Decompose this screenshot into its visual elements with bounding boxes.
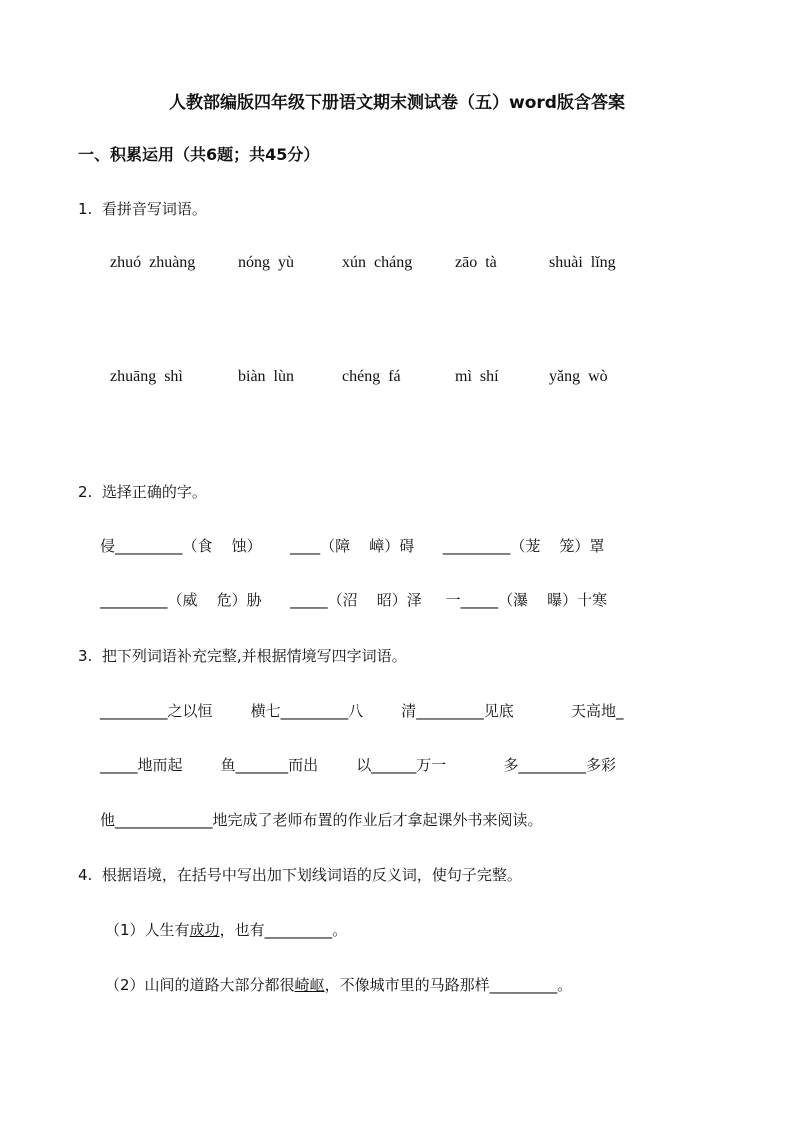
sentence-text: ，也有_________。 [219,921,348,939]
question-4-sentence-1 [105,919,347,940]
question-3-stem: 3. 把下列词语补充完整,并根据情境写四字词语。 [78,647,407,665]
question-3-line-3: 他_____________地完成了老师布置的作业后才拿起课外书来阅读。 [100,811,543,829]
sentence-text: （2）山间的道路大部分都很 [105,976,295,994]
pinyin-row-2 [0,368,794,390]
question-4-stem: 4. 根据语境，在括号中写出加下划线词语的反义词，使句子完整。 [78,866,522,884]
question-2-line-1: 侵_________（食 蚀） ____（障 嶂）碍 _________（茏 笼）罩 [100,537,605,555]
pinyin-item: mì shí [455,368,499,385]
question-1-stem: 1. 看拼音写词语。 [78,200,207,218]
pinyin-row-1 [0,254,794,276]
pinyin-item: nóng yù [238,254,294,271]
question-4-sentence-2 [105,974,572,995]
sentence-text: （1）人生有 [105,921,190,939]
page-title: 人教部编版四年级下册语文期末测试卷（五）word版含答案 [169,93,625,113]
pinyin-item: yǎng wò [549,368,608,385]
sentence-text: ，不像城市里的马路那样_________。 [324,976,573,994]
pinyin-item: chéng fá [342,368,401,385]
question-3-line-1: _________之以恒 横七_________八 清_________见底 天高地_ [100,702,624,720]
question-2-line-2: _________（威 危）胁 _____（沼 昭）泽 一_____（瀑 曝）十寒 [100,591,608,609]
question-2-stem: 2. 选择正确的字。 [78,483,207,501]
pinyin-item: xún cháng [342,254,413,271]
pinyin-item: zhuāng shì [110,368,183,385]
pinyin-item: shuài lǐng [549,254,616,271]
pinyin-item: zāo tà [455,254,497,271]
section-heading: 一、积累运用（共6题；共45分） [78,145,320,164]
underlined-word: 成功 [189,921,220,939]
pinyin-item: zhuó zhuàng [110,254,196,271]
question-3-line-2: _____地而起 鱼_______而出 以______万一 多_________多彩 [100,756,617,774]
underlined-word: 崎岖 [294,976,325,994]
pinyin-item: biàn lùn [238,368,294,385]
